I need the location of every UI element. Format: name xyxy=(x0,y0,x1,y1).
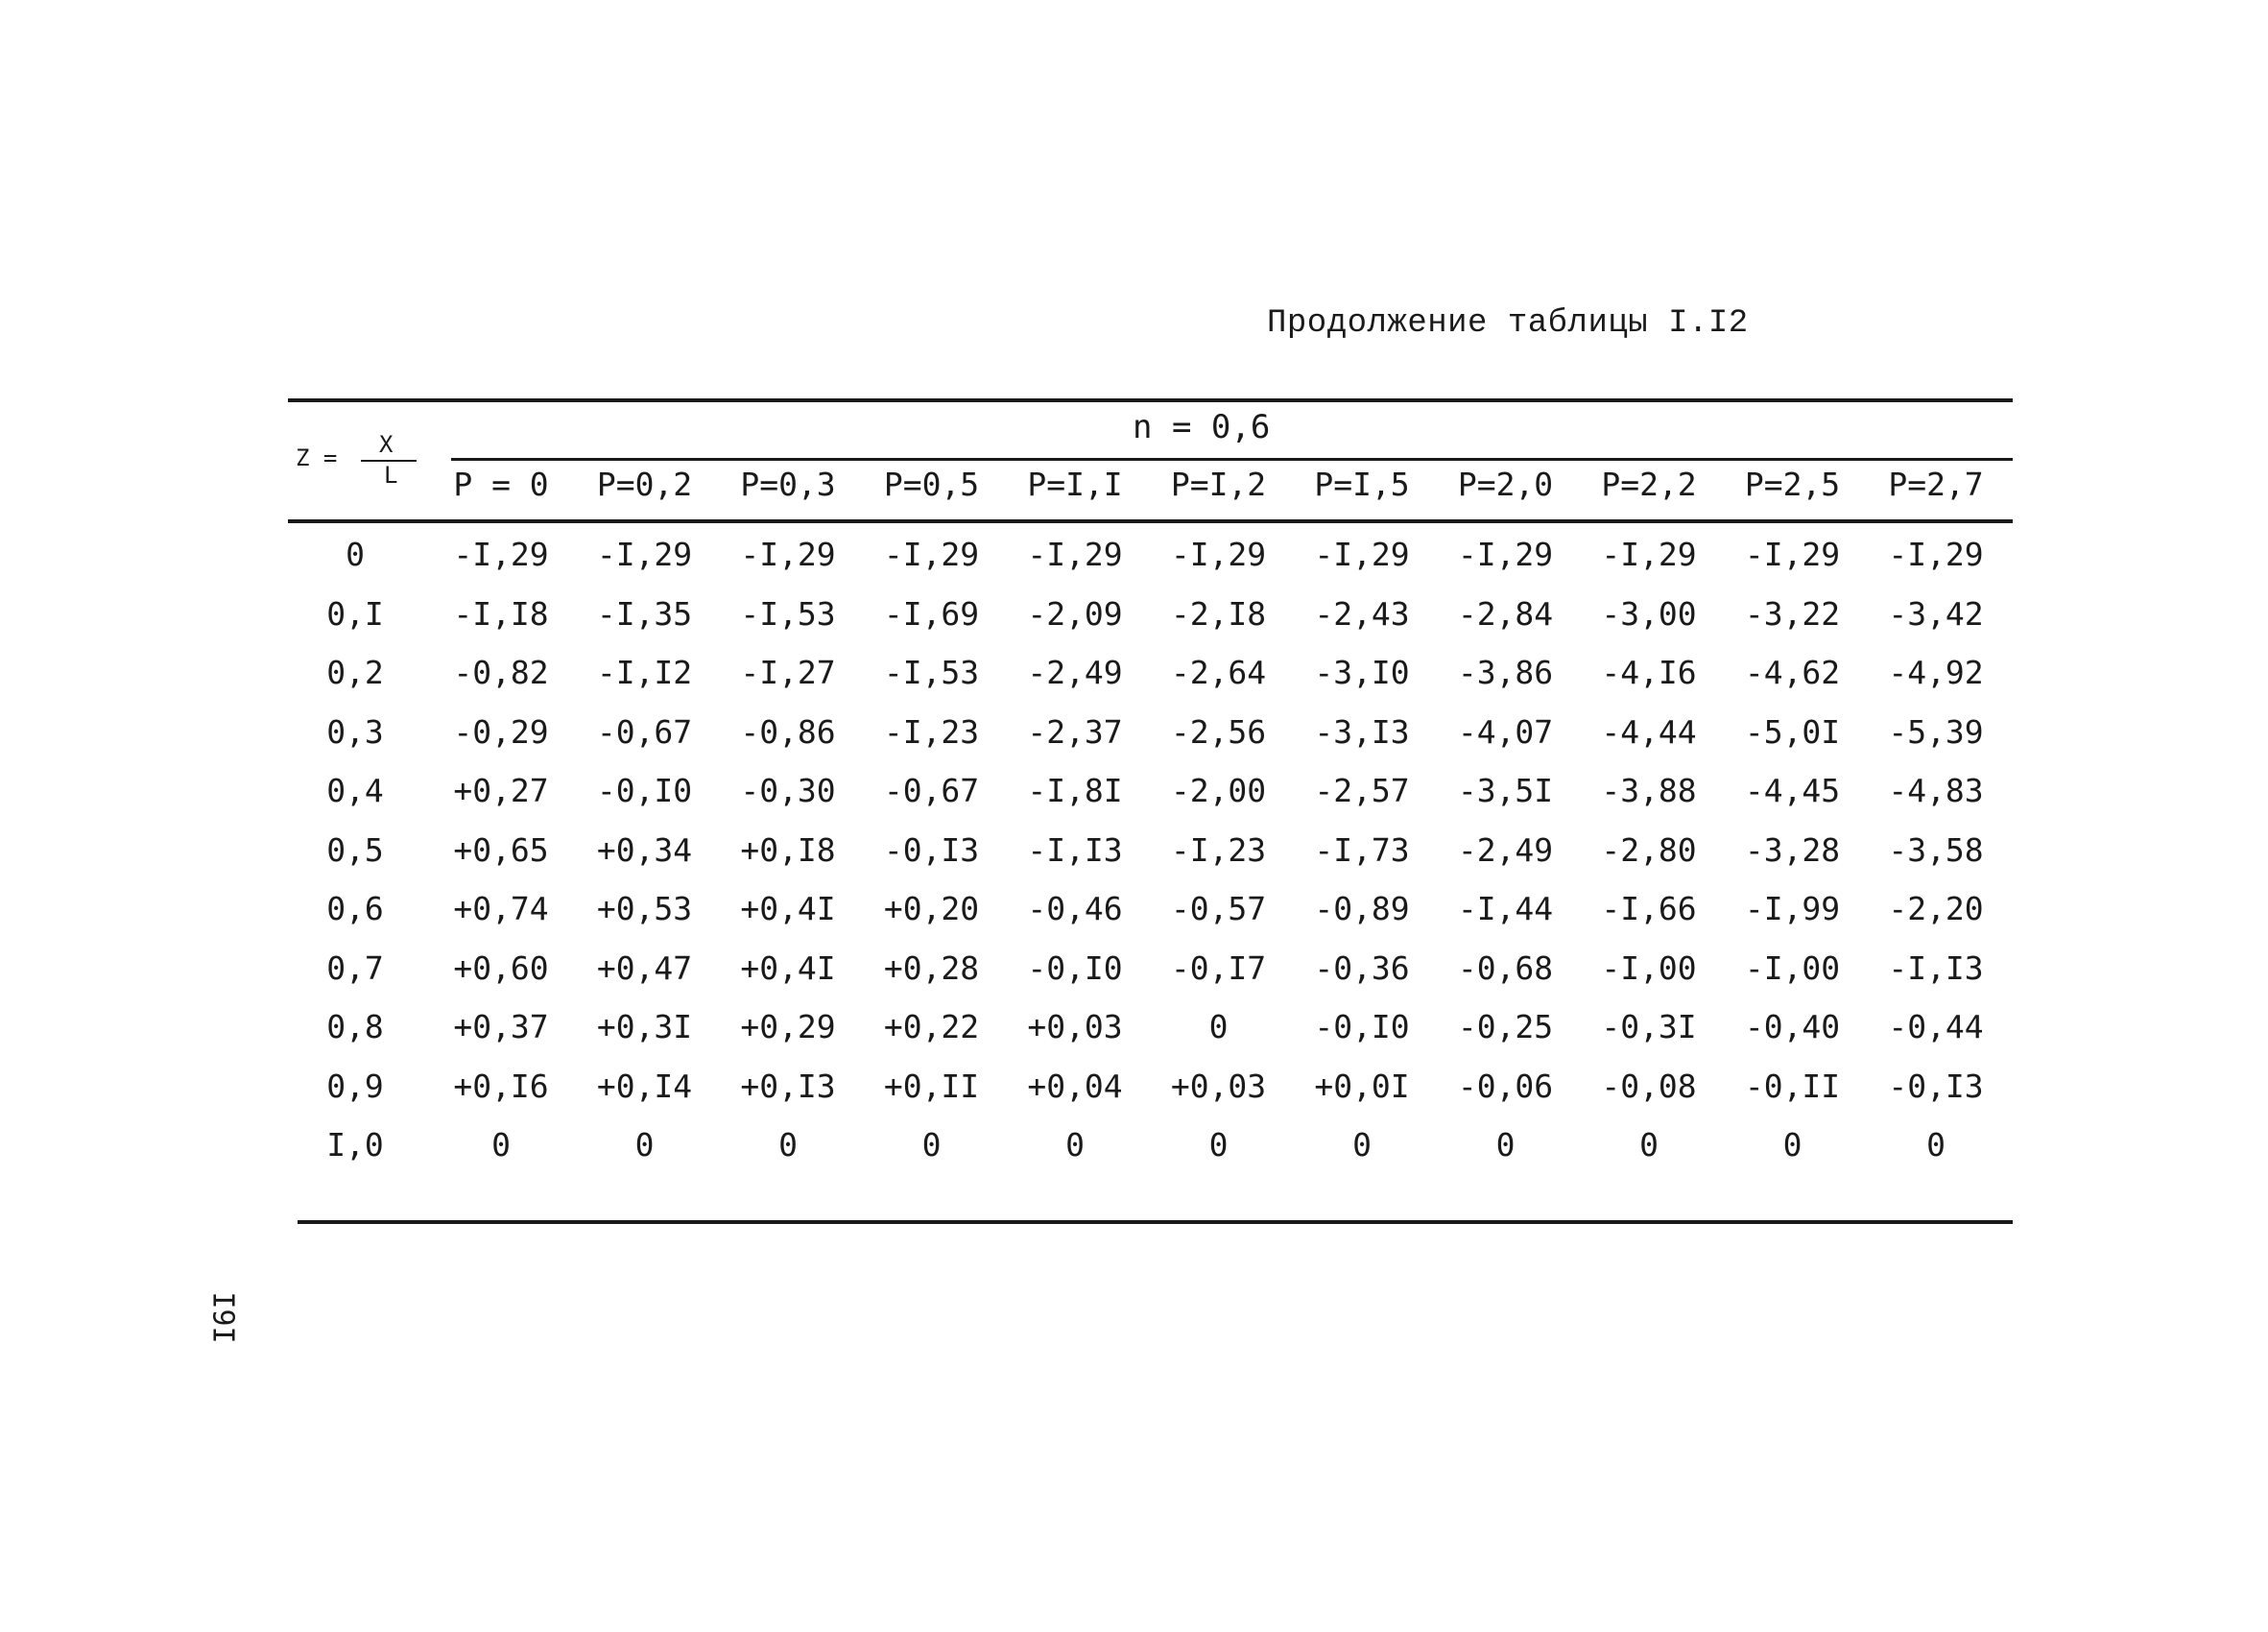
table-cell: -I,23 xyxy=(883,712,980,751)
table-cell: -0,I0 xyxy=(1027,948,1123,987)
table-cell: 0 xyxy=(491,1126,511,1164)
table-cell: -3,58 xyxy=(1888,830,1984,869)
column-header: P=0,5 xyxy=(883,466,980,503)
table-cell: -0,57 xyxy=(1170,890,1267,927)
z-denominator: L xyxy=(384,462,398,489)
column-header: P=0,2 xyxy=(596,466,693,503)
table-top-rule xyxy=(288,398,2013,402)
table-cell: 0 xyxy=(778,1126,798,1164)
table-cell: -3,42 xyxy=(1888,594,1984,633)
table-cell: -I,99 xyxy=(1744,890,1841,927)
table-cell: +0,28 xyxy=(883,948,980,987)
row-z-value: 0,5 xyxy=(326,830,384,869)
table-cell: -I,73 xyxy=(1314,830,1410,869)
table-cell: -I,66 xyxy=(1601,890,1697,927)
table-cell: -I,29 xyxy=(1170,536,1267,573)
table-cell: -I,I3 xyxy=(1888,948,1984,987)
table-cell: -I,53 xyxy=(883,654,980,691)
table-cell: -2,00 xyxy=(1170,772,1267,809)
table-cell: +0,II xyxy=(883,1067,980,1105)
table-cell: -I,29 xyxy=(1888,536,1984,573)
table-cell: -4,62 xyxy=(1744,654,1841,691)
table-cell: -0,08 xyxy=(1601,1067,1697,1105)
table-cell: -0,30 xyxy=(740,772,836,809)
table-cell: -I,29 xyxy=(1457,536,1554,573)
table-cell: 0 xyxy=(634,1126,655,1164)
table-cell: -5,39 xyxy=(1888,712,1984,751)
table-cell: 0 xyxy=(1782,1126,1802,1164)
row-z-value: 0,I xyxy=(326,594,384,633)
table-cell: -3,88 xyxy=(1601,772,1697,809)
table-cell: 0 xyxy=(1208,1008,1229,1045)
header-bottom-rule xyxy=(288,519,2013,523)
table-cell: -3,86 xyxy=(1457,654,1554,691)
table-cell: -2,43 xyxy=(1314,594,1410,633)
table-cell: +0,34 xyxy=(596,830,693,869)
table-caption: Продолжение таблицы I.I2 xyxy=(1267,305,1749,342)
table-cell: -I,00 xyxy=(1744,948,1841,987)
column-header: P=I,2 xyxy=(1170,466,1267,503)
table-cell: -3,I0 xyxy=(1314,654,1410,691)
table-cell: -3,28 xyxy=(1744,830,1841,869)
table-cell: -0,67 xyxy=(883,772,980,809)
table-cell: +0,4I xyxy=(740,890,836,927)
table-cell: -0,3I xyxy=(1601,1008,1697,1045)
row-z-value: 0,3 xyxy=(326,712,384,751)
table-cell: -0,06 xyxy=(1457,1067,1554,1105)
column-header: P=I,5 xyxy=(1314,466,1410,503)
table-cell: -0,II xyxy=(1744,1067,1841,1105)
table-cell: -4,83 xyxy=(1888,772,1984,809)
column-header: P = 0 xyxy=(453,466,549,503)
table-cell: -4,92 xyxy=(1888,654,1984,691)
table-cell: -0,25 xyxy=(1457,1008,1554,1045)
table-cell: +0,65 xyxy=(453,830,549,869)
table-cell: +0,27 xyxy=(453,772,549,809)
column-header: P=0,3 xyxy=(740,466,836,503)
table-cell: -2,84 xyxy=(1457,594,1554,633)
row-z-value: 0,6 xyxy=(326,890,384,927)
table-cell: -I,69 xyxy=(883,594,980,633)
table-cell: -4,45 xyxy=(1744,772,1841,809)
table-cell: -0,I3 xyxy=(1888,1067,1984,1105)
table-cell: -3,I3 xyxy=(1314,712,1410,751)
table-cell: +0,20 xyxy=(883,890,980,927)
row-z-value: I,0 xyxy=(326,1126,384,1164)
table-cell: -I,27 xyxy=(740,654,836,691)
table-cell: -0,46 xyxy=(1027,890,1123,927)
table-cell: +0,60 xyxy=(453,948,549,987)
table-cell: -2,57 xyxy=(1314,772,1410,809)
table-cell: +0,37 xyxy=(453,1008,549,1045)
table-cell: -I,29 xyxy=(883,536,980,573)
table-cell: -0,29 xyxy=(453,712,549,751)
page-number: I9I xyxy=(205,1291,240,1344)
table-cell: -I,44 xyxy=(1457,890,1554,927)
table-cell: +0,03 xyxy=(1027,1008,1123,1045)
table-cell: -2,64 xyxy=(1170,654,1267,691)
table-cell: -2,80 xyxy=(1601,830,1697,869)
table-cell: -3,5I xyxy=(1457,772,1554,809)
table-cell: -0,89 xyxy=(1314,890,1410,927)
table-cell: 0 xyxy=(1926,1126,1946,1164)
column-header: P=2,7 xyxy=(1888,466,1984,503)
table-cell: -4,I6 xyxy=(1601,654,1697,691)
row-z-value: 0,2 xyxy=(326,654,384,691)
table-cell: -I,I3 xyxy=(1027,830,1123,869)
table-cell: -0,67 xyxy=(596,712,693,751)
table-cell: +0,I6 xyxy=(453,1067,549,1105)
table-cell: -0,82 xyxy=(453,654,549,691)
table-cell: -I,29 xyxy=(1601,536,1697,573)
table-cell: +0,I8 xyxy=(740,830,836,869)
z-numerator: X xyxy=(379,431,394,458)
row-z-value: 0 xyxy=(346,536,365,573)
table-cell: +0,I4 xyxy=(596,1067,693,1105)
table-cell: -I,53 xyxy=(740,594,836,633)
table-cell: -I,29 xyxy=(740,536,836,573)
column-header: P=I,I xyxy=(1027,466,1123,503)
table-cell: 0 xyxy=(1065,1126,1085,1164)
table-cell: -0,40 xyxy=(1744,1008,1841,1045)
table-cell: +0,03 xyxy=(1170,1067,1267,1105)
table-cell: +0,53 xyxy=(596,890,693,927)
group-label: n = 0,6 xyxy=(1133,408,1271,446)
table-cell: -I,29 xyxy=(596,536,693,573)
table-cell: 0 xyxy=(1495,1126,1516,1164)
table-cell: -2,09 xyxy=(1027,594,1123,633)
table-cell: -2,49 xyxy=(1027,654,1123,691)
table-cell: -2,I8 xyxy=(1170,594,1267,633)
table-cell: -2,37 xyxy=(1027,712,1123,751)
table-cell: -0,I0 xyxy=(596,772,693,809)
table-cell: 0 xyxy=(1352,1126,1372,1164)
table-cell: -3,00 xyxy=(1601,594,1697,633)
table-cell: -5,0I xyxy=(1744,712,1841,751)
table-cell: +0,74 xyxy=(453,890,549,927)
table-cell: -0,I3 xyxy=(883,830,980,869)
table-cell: 0 xyxy=(1208,1126,1229,1164)
table-cell: -0,36 xyxy=(1314,948,1410,987)
table-cell: +0,04 xyxy=(1027,1067,1123,1105)
table-cell: -I,29 xyxy=(1314,536,1410,573)
z-symbol: Z = xyxy=(296,444,338,471)
table-cell: -0,68 xyxy=(1457,948,1554,987)
table-cell: +0,I3 xyxy=(740,1067,836,1105)
group-header-rule xyxy=(451,458,2013,461)
table-cell: -0,I0 xyxy=(1314,1008,1410,1045)
table-cell: -I,35 xyxy=(596,594,693,633)
column-header: P=2,2 xyxy=(1601,466,1697,503)
table-cell: -2,56 xyxy=(1170,712,1267,751)
table-cell: -2,49 xyxy=(1457,830,1554,869)
table-cell: -2,20 xyxy=(1888,890,1984,927)
table-cell: -4,44 xyxy=(1601,712,1697,751)
table-cell: +0,3I xyxy=(596,1008,693,1045)
row-z-value: 0,7 xyxy=(326,948,384,987)
table-cell: -4,07 xyxy=(1457,712,1554,751)
table-cell: -I,23 xyxy=(1170,830,1267,869)
table-cell: -I,I2 xyxy=(596,654,693,691)
row-z-value: 0,8 xyxy=(326,1008,384,1045)
table-cell: -0,44 xyxy=(1888,1008,1984,1045)
table-cell: -I,29 xyxy=(453,536,549,573)
table-cell: 0 xyxy=(1639,1126,1659,1164)
table-cell: -0,I7 xyxy=(1170,948,1267,987)
table-bottom-rule xyxy=(298,1220,2013,1224)
table-cell: +0,22 xyxy=(883,1008,980,1045)
row-z-value: 0,9 xyxy=(326,1067,384,1105)
table-cell: -I,29 xyxy=(1744,536,1841,573)
table-cell: -I,29 xyxy=(1027,536,1123,573)
table-cell: -I,8I xyxy=(1027,772,1123,809)
table-cell: -0,86 xyxy=(740,712,836,751)
table-cell: +0,47 xyxy=(596,948,693,987)
z-column-header xyxy=(296,431,420,494)
table-cell: 0 xyxy=(921,1126,942,1164)
row-z-value: 0,4 xyxy=(326,772,384,809)
table-cell: +0,29 xyxy=(740,1008,836,1045)
table-cell: +0,4I xyxy=(740,948,836,987)
column-header: P=2,5 xyxy=(1744,466,1841,503)
table-cell: -I,I8 xyxy=(453,594,549,633)
table-cell: -3,22 xyxy=(1744,594,1841,633)
table-cell: -I,00 xyxy=(1601,948,1697,987)
column-header: P=2,0 xyxy=(1457,466,1554,503)
table-cell: +0,0I xyxy=(1314,1067,1410,1105)
